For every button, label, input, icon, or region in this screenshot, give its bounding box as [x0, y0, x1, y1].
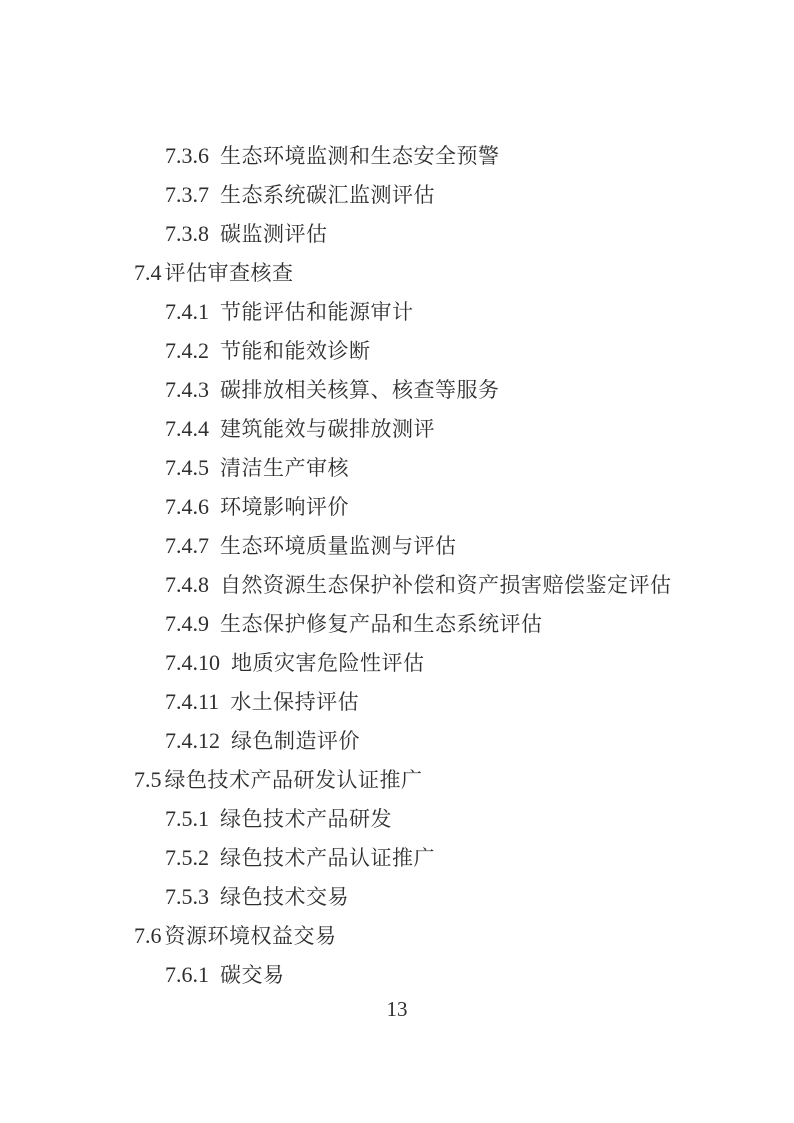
toc-row	[0, 877, 794, 916]
toc-item-number: 7.4.4	[165, 416, 209, 441]
toc-item-number: 7.3.7	[165, 182, 209, 207]
toc-item-label: 绿色技术交易	[220, 885, 349, 909]
toc-row	[0, 487, 794, 526]
toc-item-number: 7.4	[134, 260, 162, 285]
toc-item-label: 地质灾害危险性评估	[231, 651, 425, 675]
toc-row	[0, 604, 794, 643]
toc-item-number: 7.3.8	[165, 221, 209, 246]
toc-item-number: 7.4.3	[165, 377, 209, 402]
toc-row	[0, 682, 794, 721]
toc-item-label: 节能和能效诊断	[220, 339, 371, 363]
toc-item-label: 绿色技术产品研发	[220, 807, 392, 831]
toc-row	[0, 526, 794, 565]
toc-row	[0, 838, 794, 877]
toc-item-number: 7.4.12	[165, 728, 220, 753]
toc-item-label: 绿色技术产品认证推广	[220, 846, 435, 870]
toc-item-label: 建筑能效与碳排放测评	[220, 417, 435, 441]
toc-row	[0, 955, 794, 994]
page-number: 13	[386, 997, 408, 1021]
toc-row	[0, 253, 794, 292]
toc-item-label: 环境影响评价	[220, 495, 349, 519]
toc-item-number: 7.4.5	[165, 455, 209, 480]
toc-list	[0, 136, 794, 994]
toc-item-number: 7.4.1	[165, 299, 209, 324]
toc-item-label: 评估审查核查	[164, 261, 294, 285]
toc-item-label: 生态系统碳汇监测评估	[220, 183, 435, 207]
toc-item-label: 碳交易	[220, 963, 285, 987]
toc-item-label: 生态环境监测和生态安全预警	[220, 144, 500, 168]
toc-item-number: 7.5	[134, 767, 162, 792]
toc-item-number: 7.4.6	[165, 494, 209, 519]
toc-item-label: 碳监测评估	[220, 222, 328, 246]
toc-item-number: 7.3.6	[165, 143, 209, 168]
toc-item-label: 绿色技术产品研发认证推广	[164, 768, 423, 792]
toc-item-label: 生态保护修复产品和生态系统评估	[220, 612, 543, 636]
toc-item-label: 自然资源生态保护补偿和资产损害赔偿鉴定评估	[220, 573, 672, 597]
toc-row	[0, 760, 794, 799]
toc-item-number: 7.5.1	[165, 806, 209, 831]
toc-item-label: 清洁生产审核	[220, 456, 349, 480]
toc-row	[0, 292, 794, 331]
toc-row	[0, 721, 794, 760]
toc-row	[0, 565, 794, 604]
toc-row	[0, 331, 794, 370]
toc-item-number: 7.5.3	[165, 884, 209, 909]
toc-item-label: 生态环境质量监测与评估	[220, 534, 457, 558]
toc-item-number: 7.4.10	[165, 650, 220, 675]
toc-item-number: 7.6	[134, 923, 162, 948]
toc-item-label: 碳排放相关核算、核查等服务	[220, 378, 500, 402]
toc-item-label: 绿色制造评价	[231, 729, 360, 753]
toc-row	[0, 175, 794, 214]
toc-item-number: 7.4.11	[165, 689, 220, 714]
toc-item-number: 7.4.9	[165, 611, 209, 636]
toc-row	[0, 409, 794, 448]
toc-item-label: 水土保持评估	[230, 690, 360, 714]
toc-row	[0, 799, 794, 838]
toc-row	[0, 136, 794, 175]
toc-row	[0, 643, 794, 682]
toc-item-number: 7.4.2	[165, 338, 209, 363]
toc-item-label: 资源环境权益交易	[164, 924, 337, 948]
toc-row	[0, 214, 794, 253]
toc-item-number: 7.4.7	[165, 533, 209, 558]
toc-item-number: 7.4.8	[165, 572, 209, 597]
toc-item-label: 节能评估和能源审计	[220, 300, 414, 324]
toc-item-number: 7.5.2	[165, 845, 209, 870]
toc-item-number: 7.6.1	[165, 962, 209, 987]
toc-row	[0, 916, 794, 955]
toc-row	[0, 370, 794, 409]
toc-row	[0, 448, 794, 487]
